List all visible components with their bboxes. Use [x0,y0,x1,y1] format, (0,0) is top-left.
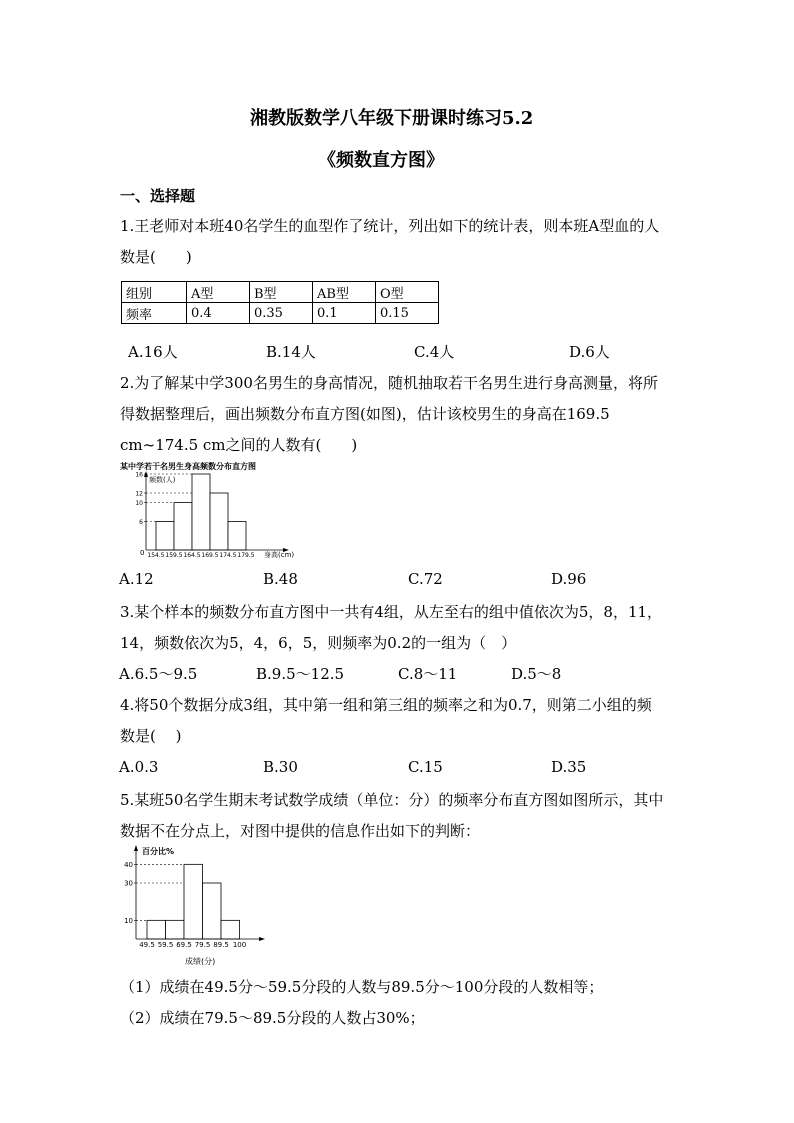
y-tick-label: 40 [124,860,133,869]
x-tick-label: 159.5 [165,552,183,559]
q1-option-a: A.16人 [128,343,178,361]
y-tick-label: 16 [135,471,143,479]
histogram-bar [147,920,166,939]
q5-line2: 数据不在分点上，对图中提供的信息作出如下的判断： [120,822,481,840]
chart-ylabel: 百分比% [142,847,175,856]
table-cell: 0.15 [376,303,439,324]
x-tick-label: 100 [232,941,247,949]
q3-line2: 14，频数依次为5，4，6，5，则频率为0.2的一组为（ ） [120,634,517,652]
q5-line1: 5.某班50名学生期末考试数学成绩（单位：分）的频率分布直方图如图所示，其中 [120,791,664,809]
q4-option-c: C.15 [408,758,443,776]
table-cell: 频率 [122,303,187,324]
x-tick-label: 169.5 [201,552,219,559]
chart-origin-label: 0 [140,549,145,557]
x-tick-label: 179.5 [237,552,255,559]
q5-judgement-2: （2）成绩在79.5～89.5分段的人数占30%； [120,1009,425,1027]
score-histogram [112,838,272,968]
q1-line2: 数是( ) [120,248,192,266]
blood-type-table [121,281,439,324]
table-cell: 0.4 [187,303,250,324]
table-cell: A型 [187,282,250,303]
table-cell: O型 [376,282,439,303]
q3-option-b: B.9.5～12.5 [256,665,345,683]
histogram-bar [156,522,174,551]
q3-option-d: D.5～8 [511,665,562,683]
y-tick-label: 10 [124,916,133,925]
x-tick-label: 59.5 [157,941,174,949]
histogram-bar [221,920,240,939]
q4-option-a: A.0.3 [119,758,159,776]
x-tick-label: 69.5 [176,941,192,949]
chart-title: 某中学若干名男生身高频数分布直方图 [120,462,256,471]
histogram-bar [174,503,192,551]
q2-line3: cm~174.5 cm之间的人数有( ) [120,436,358,454]
x-tick-label: 154.5 [147,552,165,559]
table-cell: 0.1 [313,303,376,324]
page-title: 湘教版数学八年级下册课时练习5.2 [250,108,534,129]
x-axis-arrow-icon [259,937,265,941]
histogram-bar [203,883,222,939]
x-tick-label: 164.5 [183,552,201,559]
q1-line1: 1.王老师对本班40名学生的血型作了统计，列出如下的统计表，则本班A型血的人 [120,217,660,235]
table-cell: 0.35 [250,303,313,324]
q4-line2: 数是( ) [120,727,182,745]
histogram-bar [210,493,228,550]
y-axis-arrow-icon [134,845,138,851]
x-tick-label: 79.5 [194,941,211,949]
table-header-row [122,282,439,303]
q1-option-b: B.14人 [266,343,316,361]
q3-option-c: C.8～11 [398,665,458,683]
y-tick-label: 12 [135,490,143,498]
height-histogram [116,458,316,564]
q2-line2: 得数据整理后，画出频数分布直方图(如图)，估计该校男生的身高在169.5 [120,405,610,423]
table-cell: 组别 [122,282,187,303]
q2-option-b: B.48 [263,570,298,588]
y-tick-label: 6 [139,519,143,526]
table-cell: B型 [250,282,313,303]
q4-option-d: D.35 [551,758,587,776]
q5-judgement-1: （1）成绩在49.5分～59.5分段的人数与89.5分～100分段的人数相等； [120,978,604,996]
x-tick-label: 49.5 [139,941,155,949]
chart-xlabel: 成绩(分) [185,957,216,966]
histogram-bar [184,864,203,939]
histogram-bar [166,920,185,939]
x-tick-label: 174.5 [219,552,237,559]
table-cell: AB型 [313,282,376,303]
histogram-bar [192,474,210,550]
q2-line1: 2.为了解某中学300名男生的身高情况，随机抽取若干名男生进行身高测量，将所 [120,374,658,392]
q3-option-a: A.6.5～9.5 [119,665,198,683]
table-row [122,303,439,324]
y-tick-label: 10 [135,500,143,507]
q4-option-b: B.30 [263,758,298,776]
q3-line1: 3.某个样本的频数分布直方图中一共有4组，从左至右的组中值依次为5，8，11， [120,603,663,621]
y-tick-label: 30 [124,879,133,888]
section-heading: 一、选择题 [120,187,196,205]
chart-ylabel: 频数(人) [149,476,176,484]
q4-line1: 4.将50个数据分成3组，其中第一组和第三组的频率之和为0.7，则第二小组的频 [120,696,652,714]
q2-option-d: D.96 [551,570,587,588]
q2-option-a: A.12 [119,570,154,588]
q2-option-c: C.72 [408,570,443,588]
histogram-bar [228,522,246,551]
x-tick-label: 89.5 [213,941,229,949]
chart-xlabel: 身高(cm) [264,551,295,559]
q1-option-c: C.4人 [414,343,455,361]
page-subtitle: 《频数直方图》 [318,150,444,171]
q1-option-d: D.6人 [569,343,610,361]
